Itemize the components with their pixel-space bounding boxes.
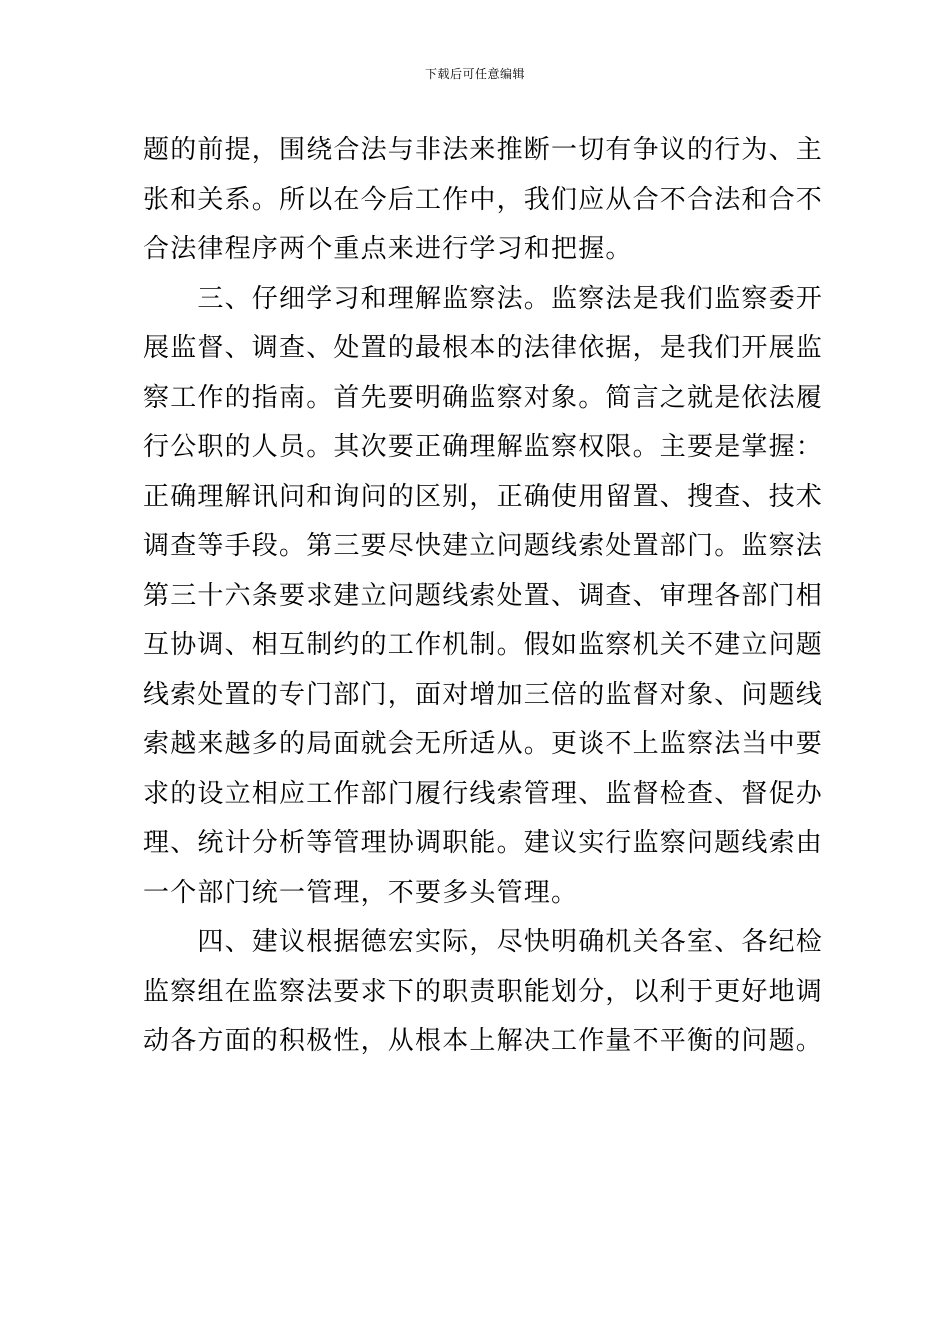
paragraph-start-line: 四、建议根据德宏实际，尽快明确机关各室、各纪检 (143, 927, 824, 957)
text-line: 互协调、相互制约的工作机制。假如监察机关不建立问题 (143, 630, 824, 660)
document-body (143, 126, 824, 1067)
text-line: 合法律程序两个重点来进行学习和把握。 (143, 234, 633, 264)
text-line: 一个部门统一管理，不要多头管理。 (143, 877, 579, 908)
text-line: 动各方面的积极性，从根本上解决工作量不平衡的问题。 (143, 1026, 824, 1056)
text-line: 展监督、调查、处置的最根本的法律依据，是我们开展监 (143, 333, 824, 363)
text-line: 张和关系。所以在今后工作中，我们应从合不合法和合不 (143, 184, 824, 215)
page-header: 下载后可任意编辑 (424, 67, 525, 81)
text-line: 察工作的指南。首先要明确监察对象。简言之就是依法履 (143, 382, 824, 413)
text-line: 调查等手段。第三要尽快建立问题线索处置部门。监察法 (143, 531, 824, 561)
text-line: 第三十六条要求建立问题线索处置、调查、审理各部门相 (143, 580, 824, 611)
text-line: 求的设立相应工作部门履行线索管理、监督检查、督促办 (143, 778, 824, 809)
text-line: 行公职的人员。其次要正确理解监察权限。主要是掌握： (143, 432, 824, 462)
text-line: 监察组在监察法要求下的职责职能划分，以利于更好地调 (143, 976, 824, 1007)
text-line: 理、统计分析等管理协调职能。建议实行监察问题线索由 (143, 828, 824, 858)
text-line: 索越来越多的局面就会无所适从。更谈不上监察法当中要 (143, 729, 824, 759)
paragraph-start-line: 三、仔细学习和理解监察法。监察法是我们监察委开 (143, 283, 824, 314)
text-line: 线索处置的专门部门，面对增加三倍的监督对象、问题线 (143, 679, 824, 710)
text-line: 题的前提，围绕合法与非法来推断一切有争议的行为、主 (143, 135, 824, 165)
text-line: 正确理解讯问和询问的区别，正确使用留置、搜查、技术 (143, 481, 824, 512)
